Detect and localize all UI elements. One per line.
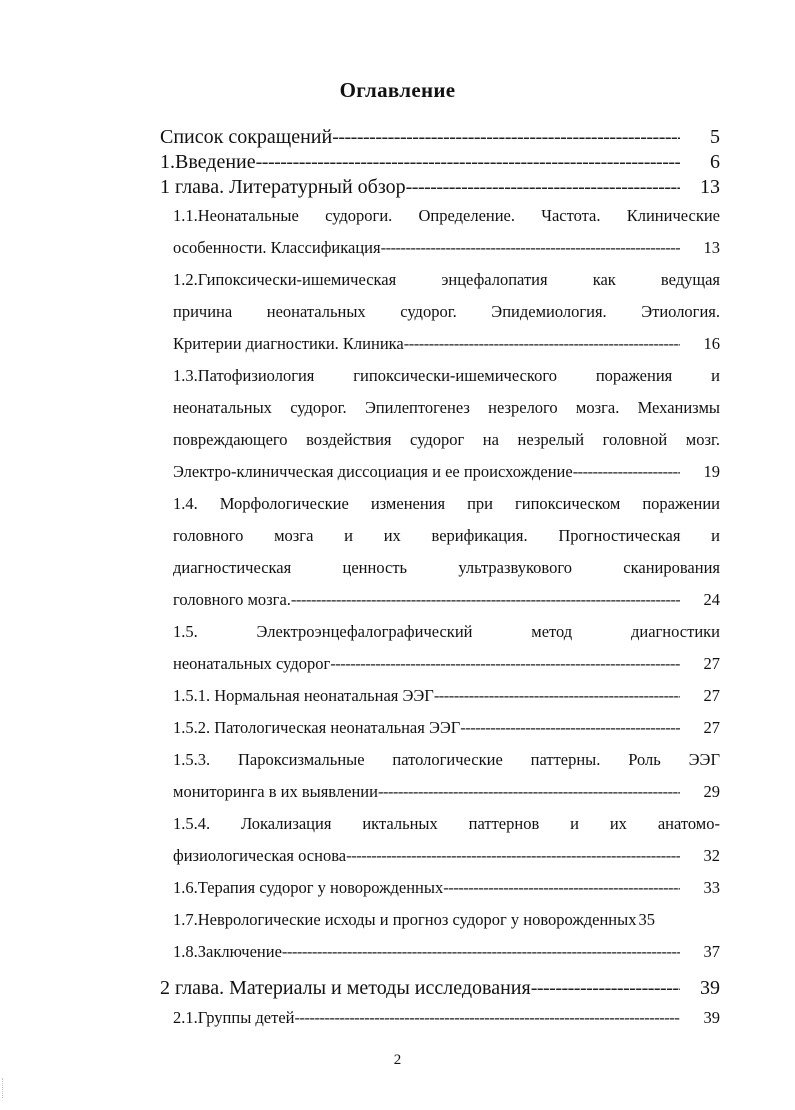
leader-dots — [291, 590, 680, 610]
leader-dots — [404, 334, 680, 354]
toc-page-number: 6 — [710, 151, 720, 173]
toc-entry-abbreviations[interactable] — [160, 126, 720, 151]
toc-page-number: 39 — [700, 977, 720, 999]
toc-entry-1-5-3[interactable] — [173, 750, 720, 814]
leader-dots — [406, 176, 680, 199]
toc-entry-1-7[interactable] — [173, 910, 720, 942]
toc-entry-1-2[interactable] — [173, 270, 720, 366]
toc-entry-text: Электро-клиничческая диссоциация и ее происхождение — [173, 462, 573, 481]
leader-dots — [295, 1008, 681, 1028]
toc-entry-text: неонатальных судорог — [173, 654, 331, 673]
toc-entry-introduction[interactable] — [160, 151, 720, 176]
toc-entry-chapter-2[interactable] — [160, 977, 720, 1002]
toc-entry-line: диагностическая ценность ультразвукового сканирования — [173, 558, 720, 577]
toc-page-number: 13 — [703, 238, 720, 257]
toc-entry-text: 1 глава. Литературный обзор — [160, 176, 406, 198]
toc-entry-text: 2.1.Группы детей — [173, 1008, 295, 1027]
page-title: Оглавление — [339, 78, 456, 102]
toc-entry-text: физиологическая основа — [173, 846, 347, 865]
toc-entry-line: 1.4. Морфологические изменения при гипоксическом поражении — [173, 494, 720, 513]
toc-page-number: 27 — [703, 686, 720, 705]
toc-entry-1-1[interactable] — [173, 206, 720, 270]
toc-page-number: 39 — [703, 1008, 720, 1027]
toc-entry-2-1[interactable] — [173, 1008, 720, 1040]
toc-entry-line: 1.1.Неонатальные судороги. Определение. Частота. Клинические — [173, 206, 720, 225]
toc-entry-text: 1.5.1. Нормальная неонатальная ЭЭГ — [173, 686, 434, 705]
leader-dots — [256, 151, 680, 174]
leader-dots — [381, 238, 680, 258]
leader-dots — [460, 718, 680, 738]
toc-entry-line: неонатальных судорог. Эпилептогенез незрелого мозга. Механизмы — [173, 398, 720, 417]
leader-dots — [573, 462, 680, 482]
page-number: 2 — [393, 1052, 402, 1068]
toc-entry-line: 1.5.3. Пароксизмальные патологические паттерны. Роль ЭЭГ — [173, 750, 720, 769]
toc-entry-1-5-1[interactable] — [173, 686, 720, 718]
toc-page-number: 27 — [703, 654, 720, 673]
toc-entry-chapter-1[interactable] — [160, 176, 720, 201]
toc-page-number: 35 — [638, 910, 655, 929]
toc-page-number: 37 — [703, 942, 720, 961]
leader-dots — [330, 654, 680, 674]
toc-page-number: 24 — [703, 590, 720, 609]
toc-entry-1-3[interactable] — [173, 366, 720, 494]
leader-dots — [434, 686, 680, 706]
toc-entry-line: 1.5. Электроэнцефалографический метод диагностики — [173, 622, 720, 641]
toc-entry-line: причина неонатальных судорог. Эпидемиология. Этиология. — [173, 302, 720, 321]
toc-entry-line: повреждающего воздействия судорог на незрелый головной мозг. — [173, 430, 720, 449]
leader-dots — [332, 126, 680, 149]
toc-entry-1-5-4[interactable] — [173, 814, 720, 878]
toc-entry-text: 2 глава. Материалы и методы исследования — [160, 977, 531, 999]
scan-artifact — [2, 1078, 13, 1098]
toc-entry-text: Список сокращений — [160, 126, 333, 148]
toc-entry-text: 1.Введение — [160, 151, 256, 173]
leader-dots — [346, 846, 680, 866]
toc-entry-text: 1.5.2. Патологическая неонатальная ЭЭГ — [173, 718, 461, 737]
toc-entry-text: Критерии диагностики. Клиника — [173, 334, 404, 353]
leader-dots — [443, 878, 680, 898]
leader-dots — [282, 942, 680, 962]
toc-entry-1-6[interactable] — [173, 878, 720, 910]
toc-entry-1-4[interactable] — [173, 494, 720, 622]
toc-entry-line: 1.2.Гипоксически-ишемическая энцефалопатия как ведущая — [173, 270, 720, 289]
toc-entry-text: 1.7.Неврологические исходы и прогноз судорог у новорожденных — [173, 910, 637, 929]
toc-entry-text: особенности. Классификация — [173, 238, 381, 257]
toc-page-number: 5 — [710, 126, 720, 148]
leader-dots — [531, 977, 680, 1000]
toc-entry-line: 1.5.4. Локализация иктальных паттернов и их анатомо- — [173, 814, 720, 833]
toc-entry-line: 1.3.Патофизиология гипоксически-ишемического поражения и — [173, 366, 720, 385]
toc-page-number: 33 — [703, 878, 720, 897]
toc-page-number: 32 — [703, 846, 720, 865]
toc-entry-text: мониторинга в их выявлении — [173, 782, 378, 801]
toc-entry-line: головного мозга и их верификация. Прогностическая и — [173, 526, 720, 545]
toc-page-number: 13 — [700, 176, 720, 198]
toc-entry-text: головного мозга. — [173, 590, 291, 609]
toc-page-number: 29 — [703, 782, 720, 801]
toc-entry-1-5-2[interactable] — [173, 718, 720, 750]
toc-entry-1-8[interactable] — [173, 942, 720, 974]
toc-entry-1-5[interactable] — [173, 622, 720, 686]
leader-dots — [378, 782, 680, 802]
toc-page-number: 19 — [703, 462, 720, 481]
toc-entry-text: 1.6.Терапия судорог у новорожденных — [173, 878, 444, 897]
toc-entry-text: 1.8.Заключение — [173, 942, 282, 961]
toc-page-number: 27 — [703, 718, 720, 737]
toc-page-number: 16 — [703, 334, 720, 353]
